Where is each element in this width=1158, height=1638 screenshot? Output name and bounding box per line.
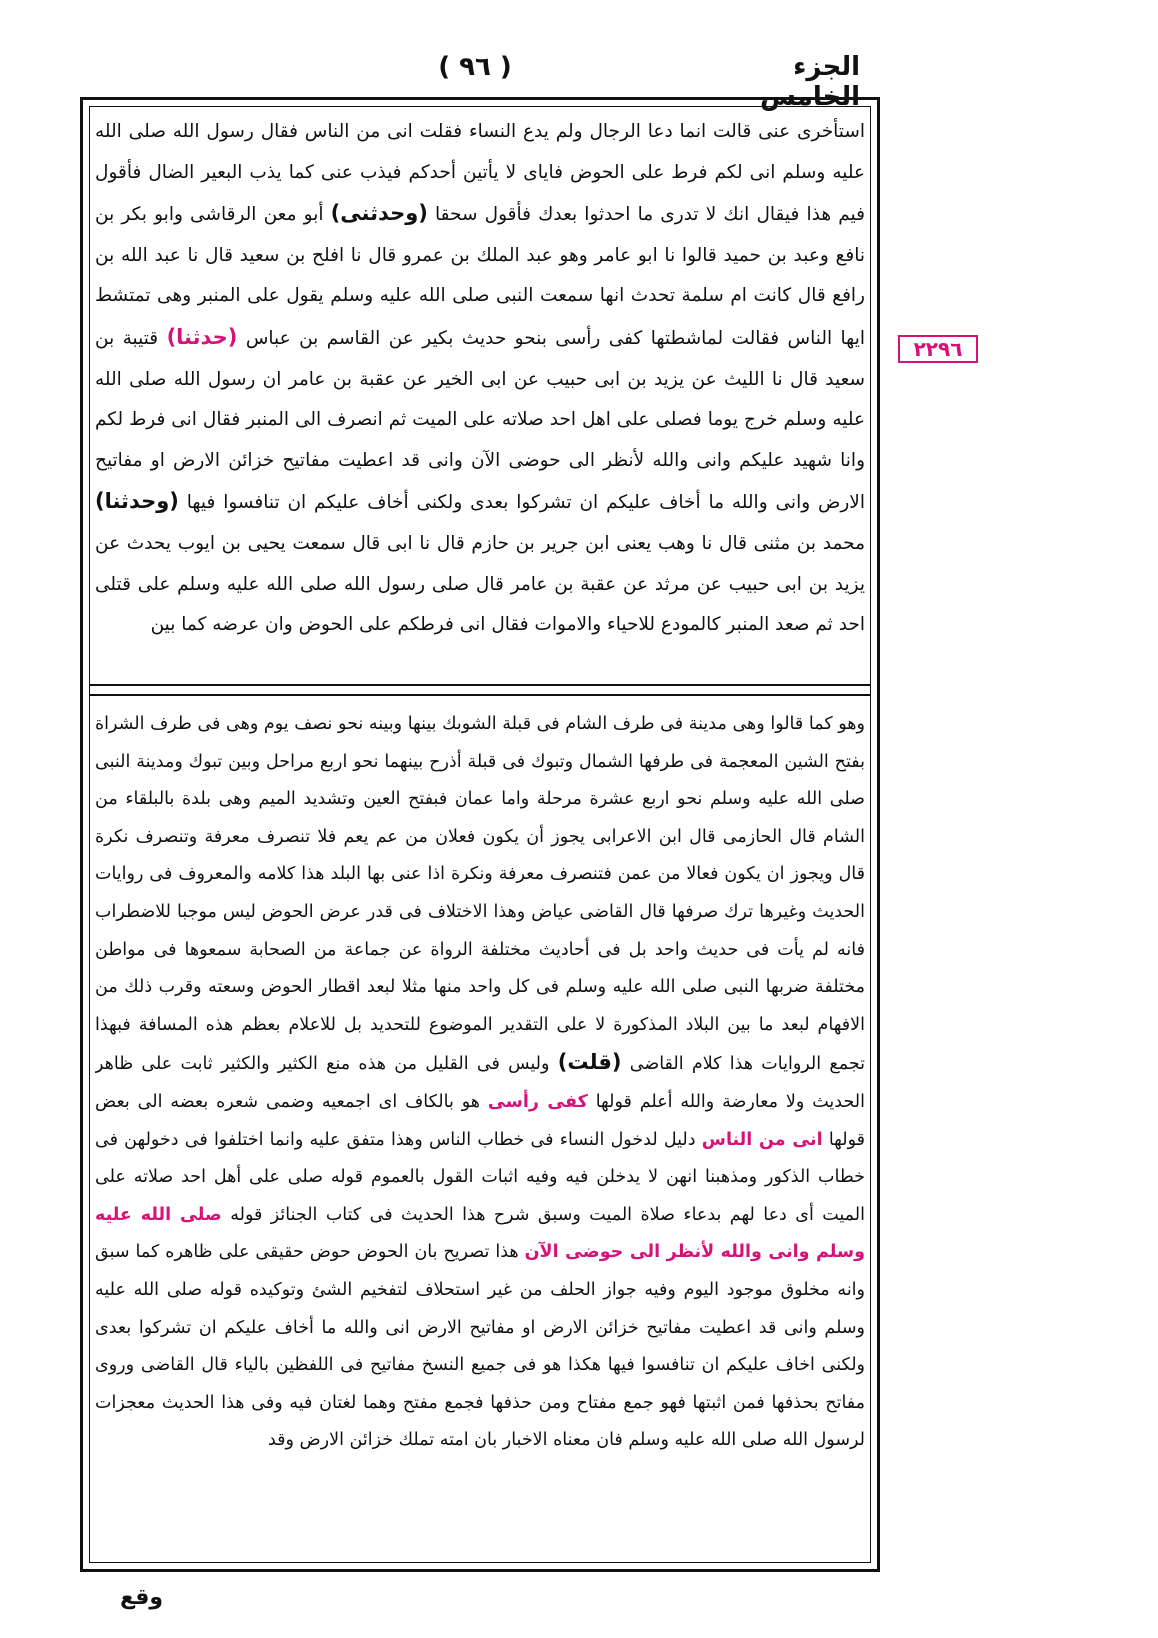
commentary-text-5: هذا تصريح بان الحوض حوض حقيقى على ظاهره كما سبق وانه مخلوق موجود اليوم وفيه جواز الحلف من غير استحلاف لتفخيم الشئ وتوكيده قوله صلى الله عليه وسلم وانى قد اعطيت مفاتيح خزائن الارض او مفاتيح الارض انى والله ما أخاف عليكم ان تشركوا بعدى ولكنى اخاف عليكم ان تنافسوا فيها هكذا هو فى جميع النسخ مفاتيح فى اللفظين بالياء قال القاضى وروى مفاتح بحذفها فمن اثبتها فهو جمع مفتاح ومن حذفها فجمع مفتح وهما لغتان فيه وفى هذا الحديث معجزات لرسول الله صلى الله عليه وسلم فان معناه الاخبار بان امته تملك خزائن الارض وقد [95,1242,865,1451]
section-divider [89,684,871,696]
commentary-text-3: هو بالكاف اى اجمعيه وضمى شعره بعضه الى بعض قولها [95,1091,865,1150]
page-number: ( ٩٦ ) [438,52,512,82]
page-frame [80,97,880,1572]
commentary-text-2: وليس فى القليل من هذه منع الكثير والكثير ثابت على ظاهر الحديث ولا معارضة والله أعلم قولها [95,1054,865,1112]
hadith-text-4: محمد بن مثنى قال نا وهب يعنى ابن جرير بن حازم قال نا ابى قال سمعت يحيى بن ايوب يحدث عن يزيد بن ابى حبيب عن مرثد عن عقبة بن عامر قال صلى رسول الله صلى الله عليه وسلم على قتلى احد ثم صعد المنبر كالمودع للاحياء والاموات فقال انى فرطكم على الحوض وان عرضه كما بين [95,532,865,636]
commentary-section [95,706,865,1557]
narration-marker: (وحدثنى) [330,201,428,226]
hadith-number-badge: ٢٢٩٦ [898,335,978,363]
commentary-marker: (قلت) [557,1050,622,1075]
hadith-paragraph [95,112,865,646]
hadith-text-3: قتيبة بن سعيد قال نا الليث عن يزيد بن ابى حبيب عن ابى الخير عن عقبة بن عامر ان رسول الله صلى الله عليه وسلم خرج يوما فصلى على اهل احد صلاته على الميت ثم انصرف الى المنبر فقال انى فرط لكم وانا شهيد عليكم وانى والله لأنظر الى حوضى الآن وانى قد اعطيت مفاتيح خزائن الارض او مفاتيح الارض وانى والله ما أخاف عليكم ان تشركوا بعدى ولكنى أخاف عليكم ان تنافسوا فيها [95,327,865,514]
hadith-text-section [95,112,865,674]
quoted-phrase: صلى الله عليه وسلم وانى والله لأنظر الى حوضى الآن [95,1204,865,1263]
hadith-text-2: أبو معن الرقاشى وابو بكر بن نافع وعبد بن حميد قالوا نا ابو عامر وهو عبد الملك بن عمرو قال نا افلح بن سعيد قال نا عبد الله بن رافع قال كانت ام سلمة تحدث انها سمعت النبى صلى الله عليه وسلم يقول على المنبر وهى تمتشط ايها الناس فقالت لماشطتها كفى رأسى بنحو حديث بكير عن القاسم بن عباس [95,204,865,349]
running-title: الجزء الخامس [759,52,860,112]
commentary-text-1: وهو كما قالوا وهى مدينة فى طرف الشام فى قبلة الشوبك بينها وبينه نحو نصف يوم وهى فى طرف الشراة بفتح الشين المعجمة فى طرفها الشمال وتبوك فى قبلة أذرح بينهما نحو اربع مراحل وبين تبوك ومدينة النبى صلى الله عليه وسلم نحو اربع عشرة مرحلة واما عمان فبفتح العين وتشديد الميم وهى بلدة بالبلقاء من الشام قال الحازمى قال ابن الاعرابى يجوز أن يكون فعلان من عم يعم فلا تنصرف معرفة وتنصرف نكرة قال ويجوز ان يكون فعالا من عمن فتنصرف معرفة ونكرة اذا عنى بها البلد هذا كلامه والمعروف فى روايات الحديث وغيرها ترك صرفها قال القاضى عياض وهذا الاختلاف فى قدر عرض الحوض ليس موجبا للاضطراب فانه لم يأت فى حديث واحد بل فى أحاديث مختلفة الرواة عن جماعة من الصحابة سمعوها فى مواطن مختلفة ضربها النبى صلى الله عليه وسلم فى كل واحد منها مثلا لبعد اقطار الحوض وسعته وقرب ذلك من الافهام لبعد ما بين البلاد المذكورة لا على التقدير الموضوع للتحديد بل للاعلام بعظم هذه المسافة فبهذا تجمع الروايات هذا كلام القاضى [95,714,865,1075]
commentary-paragraph [95,706,865,1460]
narration-marker-highlighted: (حدثنا) [166,324,238,349]
catchword: وقع [120,1585,164,1610]
narration-marker: (وحدثنا) [95,489,179,514]
hadith-text-1: استأخرى عنى قالت انما دعا الرجال ولم يدع النساء فقلت انى من الناس فقال رسول الله صلى الله عليه وسلم انى لكم فرط على الحوض فاياى لا يأتين أحدكم فيذب عنى كما يذب البعير الضال فأقول فيم هذا فيقال انك لا تدرى ما احدثوا بعدك فأقول سحقا [95,121,865,226]
commentary-text-4: دليل لدخول النساء فى خطاب الناس وهذا متفق عليه وانما اختلفوا فى دخولهن فى خطاب الذكور ومذهبنا انهن لا يدخلن فيه وفيه اثبات القول بالعموم قوله صلى على أهل احد صلاته على الميت أى دعا لهم بدعاء صلاة الميت وسبق شرح هذا الحديث فى كتاب الجنائز قوله [95,1129,865,1225]
quoted-phrase: انى من الناس [701,1129,823,1150]
quoted-phrase: كفى رأسى [487,1091,588,1112]
